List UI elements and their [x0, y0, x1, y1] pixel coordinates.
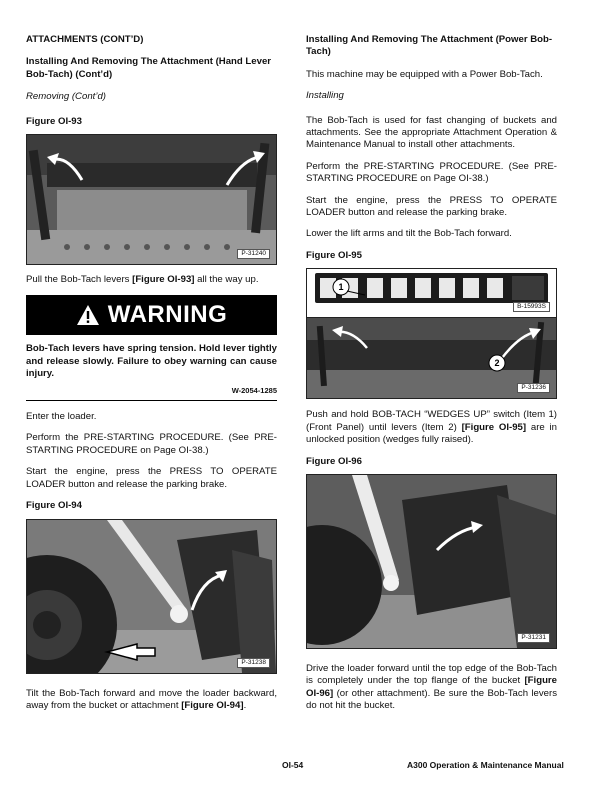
- figure-96-photo: [306, 474, 557, 649]
- figure-93-ref: P-31240: [237, 249, 270, 259]
- callout-1: 1: [338, 282, 344, 293]
- callout-2: 2: [494, 358, 500, 369]
- manual-title: A300 Operation & Maintenance Manual: [407, 760, 564, 770]
- para-start-engine-right: Start the engine, press the PRESS TO OPERATE LOADER button and release the parking brake.: [306, 194, 557, 219]
- para-power-bobtach: This machine may be equipped with a Power Bob-Tach.: [306, 68, 543, 80]
- warning-text: Bob-Tach levers have spring tension. Hold lever tightly and release slowly. Failure to obey warning can cause injury.: [26, 343, 277, 380]
- right-column: [306, 34, 557, 722]
- figure-label-95: Figure OI-95: [306, 249, 362, 261]
- warning-banner: WARNING: [26, 295, 277, 335]
- subtitle: Installing And Removing The Attachment (Hand Lever Bob-Tach) (Cont’d): [26, 56, 272, 80]
- figure-label-96: Figure OI-96: [306, 455, 362, 467]
- para-pull-levers: Pull the Bob-Tach levers [Figure OI-93] all the way up.: [26, 274, 259, 286]
- installing-heading: Installing: [306, 90, 344, 102]
- para-enter-loader: Enter the loader.: [26, 411, 97, 423]
- figure-label-93: Figure OI-93: [26, 115, 82, 127]
- para-drive-forward: Drive the loader forward until the top edge of the Bob-Tach is completely under the top flange of the bucket [Figure OI-96] (or other attachment). Be sure the Bob-Tach levers do not hit the bucket.: [306, 662, 557, 712]
- figure-94-photo: [26, 519, 277, 674]
- para-bobtach-used: The Bob-Tach is used for fast changing of buckets and attachments. See the appropriate Attachment Operation & Maintenance Manual to install other attachments.: [306, 114, 557, 151]
- para-tilt-forward: Tilt the Bob-Tach forward and move the loader backward, away from the bucket or attachment [Figure OI-94].: [26, 687, 277, 711]
- power-bobtach-title: Installing And Removing The Attachment (Power Bob-Tach): [306, 34, 553, 58]
- figure-95-ref-bottom: P-31236: [517, 383, 550, 393]
- para-start-engine: Start the engine, press the PRESS TO OPERATE LOADER button and release the parking brake.: [26, 466, 277, 490]
- figure-95-panel: [306, 268, 557, 318]
- para-lower-arms: Lower the lift arms and tilt the Bob-Tach forward.: [306, 228, 512, 240]
- subsection-heading: Removing (Cont’d): [26, 91, 106, 103]
- para-pre-starting-right: Perform the PRE-STARTING PROCEDURE. (See PRE-STARTING PROCEDURE on Page OI-38.): [306, 160, 557, 185]
- warning-triangle-icon: [76, 304, 100, 326]
- figure-95-ref-top: B-15993S: [513, 302, 550, 312]
- figure-96-ref: P-31231: [517, 633, 550, 643]
- figure-93-photo: [26, 134, 277, 265]
- left-column: [26, 34, 277, 721]
- figure-95-photo: [306, 318, 557, 399]
- warning-code: W-2054-1285: [26, 385, 277, 401]
- para-pre-starting: Perform the PRE-STARTING PROCEDURE. (See PRE-STARTING PROCEDURE on Page OI-38.): [26, 432, 277, 456]
- para-wedges-up: Push and hold BOB-TACH “WEDGES UP” switch (Item 1) (Front Panel) until levers (Item 2) [Figure OI-95] are in unlocked position (wedges fully raised).: [306, 409, 557, 446]
- section-title: ATTACHMENTS (CONT’D): [26, 34, 144, 45]
- page-number: OI-54: [282, 760, 304, 770]
- figure-label-94: Figure OI-94: [26, 500, 82, 512]
- figure-94-ref: P-31238: [237, 658, 270, 668]
